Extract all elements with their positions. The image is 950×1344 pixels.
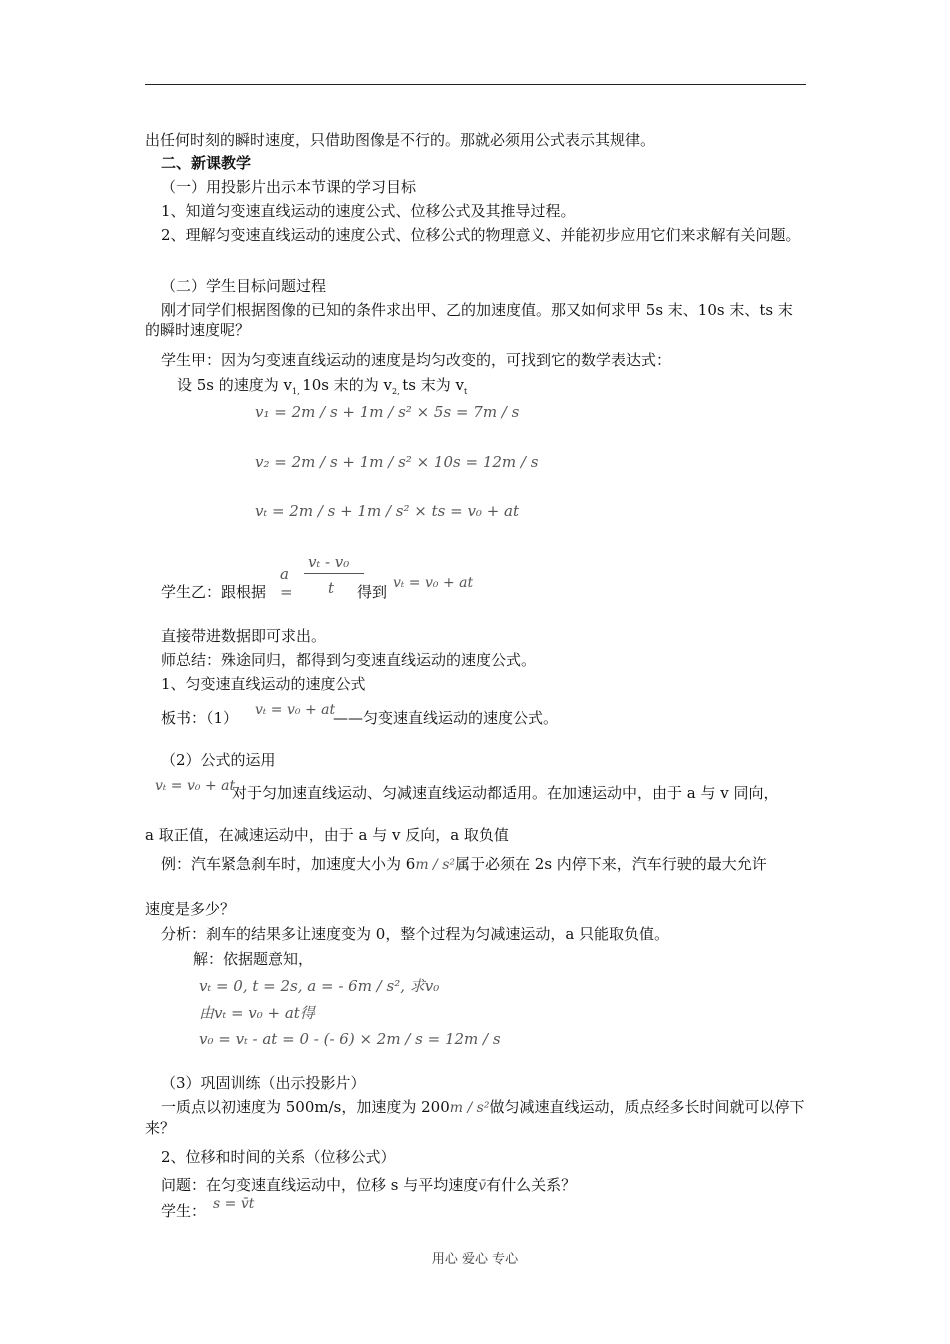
- text-line: 学生甲：因为匀变速直线运动的速度是均匀改变的，可找到它的数学表达式：: [161, 351, 672, 369]
- text-span: 属于必须在 2s 内停下来，汽车行驶的最大允许: [455, 855, 767, 873]
- text-line: [161, 854, 767, 875]
- text-line: 解：依据题意知，: [193, 950, 314, 968]
- velocity-formula: vₜ = v₀ + at: [155, 778, 236, 794]
- text-span: 设 5s 的速度为 v: [177, 376, 293, 394]
- text-span: 10s 末的为 v: [302, 376, 393, 394]
- average-velocity-symbol: v̄: [478, 1178, 487, 1194]
- text-span: 有什么关系？: [486, 1176, 577, 1194]
- displacement-formula: s = v̄t: [213, 1196, 255, 1212]
- text-span: 问题：在匀变速直线运动中，位移 s 与平均速度: [161, 1176, 479, 1194]
- page-footer: 用心 爱心 专心: [431, 1252, 519, 1267]
- text-span: 做匀减速直线运动，质点经多长时间就可以停下来？: [145, 1098, 805, 1137]
- text-line: ——匀变速直线运动的速度公式。: [333, 709, 559, 727]
- subheading: 1、匀变速直线运动的速度公式: [161, 675, 366, 693]
- velocity-formula: vₜ = v₀ + at: [255, 702, 336, 718]
- text-span: ts 末为 v: [402, 376, 464, 394]
- text-line: 对于匀加速直线运动、匀减速直线运动都适用。在加速运动中，由于 a 与 v 同向，: [232, 784, 779, 802]
- text-line: 速度是多少？: [145, 900, 236, 918]
- fraction-lhs: a =: [280, 565, 293, 601]
- text-line: 1、知道匀变速直线运动的速度公式、位移公式及其推导过程。: [161, 202, 576, 220]
- text-line: [177, 375, 467, 402]
- text-line: 得到: [357, 583, 388, 601]
- text-paragraph: 2、理解匀变速直线运动的速度公式、位移公式的物理意义、并能初步应用它们来求解有关问题。: [161, 226, 801, 244]
- text-line: a 取正值，在减速运动中，由于 a 与 v 反向，a 取负值: [145, 826, 509, 844]
- velocity-formula: vₜ = v₀ + at: [393, 575, 474, 591]
- text-line: 学生乙：跟根据: [161, 583, 267, 601]
- text-line: 直接带进数据即可求出。: [161, 627, 327, 645]
- subscript: 2,: [392, 387, 403, 396]
- text-line: 师总结：殊途同归，都得到匀变速直线运动的速度公式。: [161, 651, 537, 669]
- section-heading: 二、新课教学: [161, 154, 252, 172]
- text-line: 学生：: [161, 1202, 207, 1220]
- unit-ms2: m / s²: [449, 1100, 490, 1116]
- equation-from: 由vₜ = v₀ + at得: [199, 1004, 315, 1022]
- equation-v2: v₂ = 2m / s + 1m / s² × 10s = 12m / s: [255, 453, 539, 471]
- text-line: [161, 1175, 576, 1196]
- header-rule: [145, 84, 806, 85]
- subscript: t: [463, 387, 468, 396]
- text-paragraph: [145, 1097, 806, 1138]
- text-span: 例：汽车紧急刹车时，加速度大小为 6: [161, 855, 416, 873]
- fraction-denominator: t: [328, 579, 335, 597]
- subheading: （一）用投影片出示本节课的学习目标: [161, 178, 417, 196]
- fraction-bar: [304, 573, 364, 574]
- equation-v1: v₁ = 2m / s + 1m / s² × 5s = 7m / s: [255, 403, 520, 421]
- subscript: 1,: [292, 387, 303, 396]
- equation-given: vₜ = 0, t = 2s, a = - 6m / s², 求v₀: [199, 977, 440, 995]
- subheading: （二）学生目标问题过程: [161, 277, 327, 295]
- text-line: 分析：刹车的结果多让速度变为 0，整个过程为匀减速运动，a 只能取负值。: [161, 925, 670, 943]
- text-line: 出任何时刻的瞬时速度，只借助图像是不行的。那就必须用公式表示其规律。: [145, 131, 656, 149]
- text-span: 一质点以初速度为 500m/s，加速度为 200: [161, 1098, 450, 1116]
- fraction-numerator: vₜ - v₀: [308, 553, 350, 571]
- subheading: （2）公式的运用: [161, 751, 276, 769]
- text-line: 板书：（1）: [161, 709, 239, 727]
- equation-solve: v₀ = vₜ - at = 0 - (- 6) × 2m / s = 12m / s: [199, 1030, 501, 1048]
- unit-ms2: m / s²: [415, 857, 456, 873]
- equation-vt: vₜ = 2m / s + 1m / s² × ts = v₀ + at: [255, 502, 520, 520]
- subheading: 2、位移和时间的关系（位移公式）: [161, 1148, 396, 1166]
- text-paragraph: 刚才同学们根据图像的已知的条件求出甲、乙的加速度值。那又如何求甲 5s 末、10s 末、ts 末的瞬时速度呢？: [145, 301, 793, 339]
- subheading: （3）巩固训练（出示投影片）: [161, 1074, 366, 1092]
